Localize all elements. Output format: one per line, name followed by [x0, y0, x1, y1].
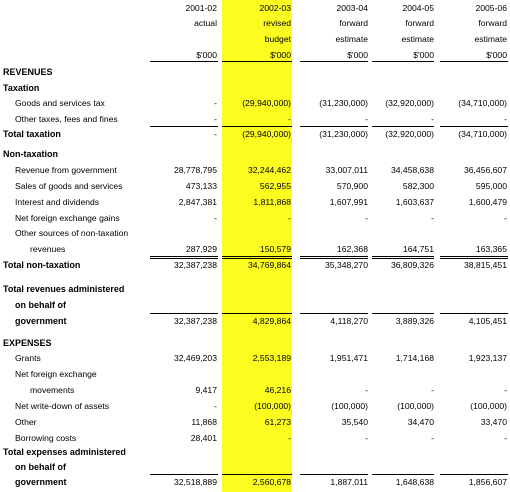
row-value: 595,000: [475, 181, 507, 191]
row-value: 473,133: [185, 181, 217, 191]
row-label: government: [15, 316, 67, 326]
header-line3-row: [0, 31, 510, 47]
table-row: [0, 146, 510, 162]
row-value: 1,600,479: [468, 197, 507, 207]
row-label: Grants: [15, 353, 41, 363]
row-value: -: [288, 213, 291, 223]
row-value: 2,847,381: [178, 197, 217, 207]
row-label: movements: [30, 385, 75, 395]
row-value: -: [214, 114, 217, 124]
row-value: 4,118,270: [330, 316, 368, 326]
row-label: Goods and services tax: [15, 98, 105, 108]
row-label: REVENUES: [3, 67, 53, 77]
row-label: Total taxation: [3, 129, 61, 139]
row-value: 34,769,864: [247, 260, 291, 270]
header-estimate: estimate: [474, 34, 507, 44]
row-value: -: [431, 114, 434, 124]
row-label: Revenue from government: [15, 165, 117, 175]
rule-segment: [150, 61, 218, 62]
table-row: [0, 382, 510, 398]
row-value: -: [214, 401, 217, 411]
table-row: [0, 444, 510, 460]
row-value: (29,940,000): [242, 129, 291, 139]
table-row: [0, 194, 510, 210]
row-label: Other sources of non-taxation: [15, 228, 129, 238]
table-row: [0, 281, 510, 297]
row-value: 46,216: [264, 385, 291, 395]
row-value: 32,518,889: [173, 477, 217, 487]
header-revised: revised: [263, 18, 291, 28]
row-value: -: [365, 213, 368, 223]
row-value: 570,900: [336, 181, 368, 191]
row-value: 1,887,011: [330, 477, 368, 487]
unit-label: $'000: [486, 50, 507, 60]
row-value: 32,387,238: [173, 260, 217, 270]
row-label: Taxation: [3, 83, 40, 93]
row-value: -: [504, 213, 507, 223]
row-label: Sales of goods and services: [15, 181, 123, 191]
header-budget: budget: [264, 34, 291, 44]
row-label: government: [15, 477, 67, 487]
row-value: 35,348,270: [324, 260, 368, 270]
unit-label: $'000: [413, 50, 434, 60]
table-row: [0, 414, 510, 430]
row-value: -: [214, 98, 217, 108]
row-value: -: [288, 433, 291, 443]
row-value: 1,811,868: [253, 197, 291, 207]
row-value: 32,387,238: [173, 316, 217, 326]
row-label: on behalf of: [15, 300, 66, 310]
row-label: on behalf of: [15, 462, 66, 472]
table-row: [0, 335, 510, 351]
row-value: 34,470: [407, 417, 434, 427]
table-row: [0, 126, 510, 142]
unit-label: $'000: [270, 50, 291, 60]
table-row: [0, 178, 510, 194]
row-label: Interest and dividends: [15, 197, 100, 207]
row-value: (100,000): [254, 401, 291, 411]
row-value: -: [504, 114, 507, 124]
row-value: -: [431, 213, 434, 223]
row-value: 150,579: [259, 244, 291, 254]
row-value: (100,000): [470, 401, 507, 411]
row-value: -: [504, 385, 507, 395]
year-2002-03: 2002-03: [259, 3, 291, 13]
year-2003-04: 2003-04: [336, 3, 368, 13]
row-value: -: [365, 114, 368, 124]
row-label: Total expenses administered: [3, 447, 126, 457]
row-value: -: [365, 385, 368, 395]
table-row: [0, 398, 510, 414]
table-row: [0, 111, 510, 127]
row-value: (29,940,000): [242, 98, 291, 108]
header-line2-row: [0, 15, 510, 31]
row-value: -: [214, 129, 217, 139]
table-row: [0, 95, 510, 111]
row-value: (31,230,000): [319, 98, 368, 108]
table-row: [0, 313, 510, 329]
header-forward: forward: [339, 18, 368, 28]
table-row: [0, 225, 510, 241]
row-value: (32,920,000): [385, 129, 434, 139]
row-label: Borrowing costs: [15, 433, 77, 443]
row-value: 36,809,326: [390, 260, 434, 270]
row-value: -: [288, 114, 291, 124]
row-value: 1,648,638: [395, 477, 434, 487]
row-value: 1,607,991: [329, 197, 368, 207]
row-value: 9,417: [195, 385, 217, 395]
row-value: 562,955: [259, 181, 291, 191]
row-label: Net foreign exchange: [15, 369, 97, 379]
row-value: 1,951,471: [329, 353, 368, 363]
row-value: 2,560,678: [252, 477, 291, 487]
row-value: 28,778,795: [173, 165, 217, 175]
row-value: (34,710,000): [458, 129, 507, 139]
row-value: (34,710,000): [458, 98, 507, 108]
table-row: [0, 162, 510, 178]
row-value: 2,553,189: [252, 353, 291, 363]
table-row: [0, 297, 510, 313]
table-row: [0, 350, 510, 366]
row-value: -: [431, 385, 434, 395]
row-label: EXPENSES: [3, 338, 52, 348]
row-value: 163,365: [475, 244, 507, 254]
row-value: 582,300: [402, 181, 434, 191]
table-row: [0, 64, 510, 80]
row-value: -: [431, 433, 434, 443]
row-label: Total non-taxation: [3, 260, 81, 270]
unit-label: $'000: [347, 50, 368, 60]
row-label: Non-taxation: [3, 149, 58, 159]
row-value: 35,540: [341, 417, 368, 427]
rule-segment: [222, 61, 292, 62]
row-value: 1,856,607: [468, 477, 507, 487]
row-label: Net foreign exchange gains: [15, 213, 120, 223]
row-value: 32,469,203: [173, 353, 217, 363]
table-row: [0, 459, 510, 475]
table-row: [0, 474, 510, 490]
row-value: (31,230,000): [319, 129, 368, 139]
table-row: [0, 257, 510, 273]
row-value: -: [504, 433, 507, 443]
header-forward: forward: [478, 18, 507, 28]
row-value: 34,458,638: [390, 165, 434, 175]
table-row: [0, 241, 510, 257]
header-estimate: estimate: [401, 34, 434, 44]
row-value: 33,007,011: [325, 165, 368, 175]
row-value: -: [365, 433, 368, 443]
row-value: (100,000): [397, 401, 434, 411]
row-value: 162,368: [336, 244, 368, 254]
unit-label: $'000: [196, 50, 217, 60]
row-value: (100,000): [331, 401, 368, 411]
header-forward: forward: [405, 18, 434, 28]
header-years-row: [0, 0, 510, 16]
row-value: (32,920,000): [385, 98, 434, 108]
header-actual: actual: [194, 18, 217, 28]
header-estimate: estimate: [335, 34, 368, 44]
row-value: 4,829,864: [252, 316, 291, 326]
row-value: 287,929: [185, 244, 217, 254]
row-label: revenues: [30, 244, 66, 254]
row-label: Other: [15, 417, 37, 427]
row-value: 164,751: [402, 244, 434, 254]
row-value: -: [214, 213, 217, 223]
rule-segment: [300, 61, 368, 62]
row-label: Net write-down of assets: [15, 401, 110, 411]
rule-segment: [372, 61, 434, 62]
table-row: [0, 366, 510, 382]
row-value: 11,868: [191, 417, 217, 427]
year-2004-05: 2004-05: [402, 3, 434, 13]
row-value: 28,401: [190, 433, 217, 443]
table-row: [0, 80, 510, 96]
row-value: 4,105,451: [468, 316, 507, 326]
row-label: Other taxes, fees and fines: [15, 114, 118, 124]
row-value: 1,714,168: [395, 353, 434, 363]
row-value: 1,603,637: [395, 197, 434, 207]
year-2001-02: 2001-02: [185, 3, 217, 13]
row-value: 1,923,137: [468, 353, 507, 363]
row-value: 36,456,607: [463, 165, 507, 175]
row-value: 61,273: [264, 417, 291, 427]
row-value: 38,815,451: [463, 260, 507, 270]
row-value: 32,244,462: [247, 165, 291, 175]
row-value: 3,889,326: [395, 316, 434, 326]
rule-segment: [440, 61, 508, 62]
year-2005-06: 2005-06: [475, 3, 507, 13]
table-row: [0, 210, 510, 226]
row-value: 33,470: [480, 417, 507, 427]
row-label: Total revenues administered: [3, 284, 125, 294]
